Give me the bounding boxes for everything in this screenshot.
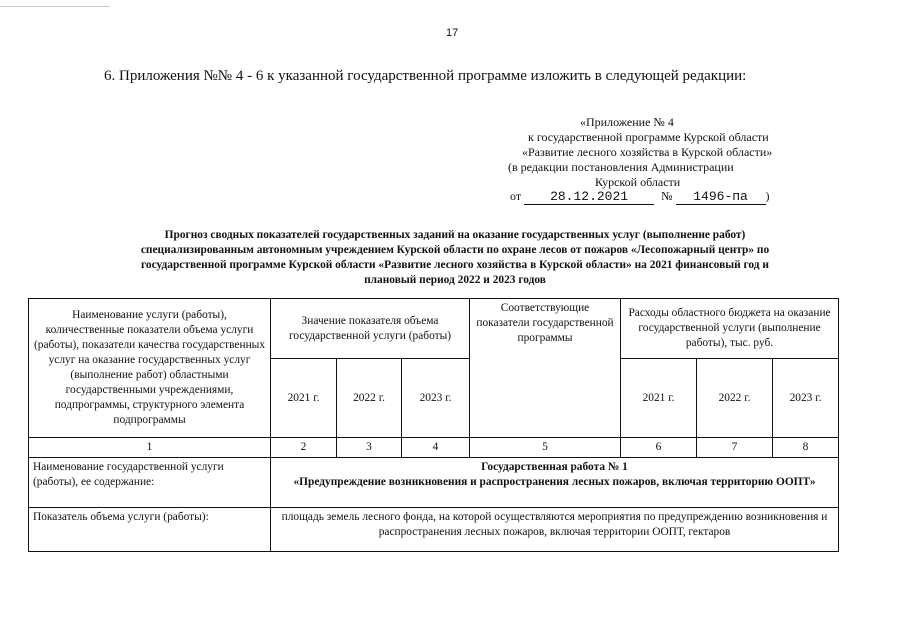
header-expenses: Расходы областного бюджета на оказание государственной услуги (выполнение работы), тыс. руб. — [621, 299, 839, 359]
column-number-8: 8 — [773, 438, 839, 458]
page-number: 17 — [446, 27, 459, 39]
column-number-3: 3 — [337, 438, 402, 458]
column-numbers-row — [29, 438, 839, 458]
column-number-1: 1 — [29, 438, 271, 458]
heading-line-2: специализированным автономным учреждением Курской области по охране лесов от пожаров «Лесопожарный центр» по — [140, 244, 770, 256]
expenses-year-2023: 2023 г. — [773, 359, 839, 438]
appendix-line-program: к государственной программе Курской области — [528, 130, 769, 144]
appendix-date-line — [510, 189, 770, 205]
work-title: Государственная работа № 1 — [481, 461, 628, 473]
header-volume: Значение показателя объема государственной услуги (работы) — [271, 299, 470, 359]
work-subtitle: «Предупреждение возникновения и распространения лесных пожаров, включая территорию ООПТ» — [293, 476, 816, 488]
number-prefix: № — [661, 189, 673, 203]
document-heading — [60, 228, 850, 288]
header-col1: Наименование услуги (работы), количественные показатели объема услуги (работы), показатели качества государственных услуг на оказание государственных услуг (выполнение работ) областными государственными учреждениями, подпрограммы, структурного элемента подпрограммы — [29, 299, 271, 438]
volume-year-2023: 2023 г. — [402, 359, 470, 438]
column-number-4: 4 — [402, 438, 470, 458]
expenses-year-2021: 2021 г. — [621, 359, 697, 438]
service-name-label: Наименование государственной услуги (работы), ее содержание: — [29, 458, 271, 508]
decree-date: 28.12.2021 — [524, 189, 654, 205]
heading-line-4: плановый период 2022 и 2023 годов — [364, 274, 546, 286]
appendix-title: «Приложение № 4 — [580, 115, 674, 129]
appendix-line-program-name: «Развитие лесного хозяйства в Курской области» — [522, 145, 773, 159]
volume-indicator-label: Показатель объема услуги (работы): — [29, 508, 271, 552]
date-prefix: от — [510, 189, 522, 203]
header-program-indicators: Соответствующие показатели государственной программы — [470, 299, 621, 438]
table-row — [29, 458, 839, 508]
column-number-7: 7 — [697, 438, 773, 458]
heading-line-1: Прогноз сводных показателей государственных заданий на оказание государственных услуг (выполнение работ) — [164, 229, 746, 241]
indicators-table — [28, 298, 839, 552]
service-name-cell — [271, 458, 839, 508]
scan-edge-mark — [0, 0, 110, 7]
heading-line-3: государственной программе Курской области «Развитие лесного хозяйства в Курской области» на 2021 финансовый год и — [141, 259, 769, 271]
volume-indicator-value: площадь земель лесного фонда, на которой осуществляются мероприятия по предупреждению возникновения и распространения лесных пожаров, включая территории ООПТ, гектаров — [271, 508, 839, 552]
column-number-5: 5 — [470, 438, 621, 458]
table-header-row — [29, 299, 839, 359]
volume-year-2022: 2022 г. — [337, 359, 402, 438]
column-number-2: 2 — [271, 438, 337, 458]
expenses-year-2022: 2022 г. — [697, 359, 773, 438]
column-number-6: 6 — [621, 438, 697, 458]
decree-number: 1496-па — [676, 189, 766, 205]
table-row — [29, 508, 839, 552]
closing-parenthesis: ) — [765, 189, 770, 203]
intro-paragraph: 6. Приложения №№ 4 - 6 к указанной государственной программе изложить в следующей редакции: — [104, 68, 747, 84]
appendix-line-edition: (в редакции постановления Администрации — [508, 160, 734, 174]
appendix-line-region: Курской области — [595, 175, 681, 189]
volume-year-2021: 2021 г. — [271, 359, 337, 438]
